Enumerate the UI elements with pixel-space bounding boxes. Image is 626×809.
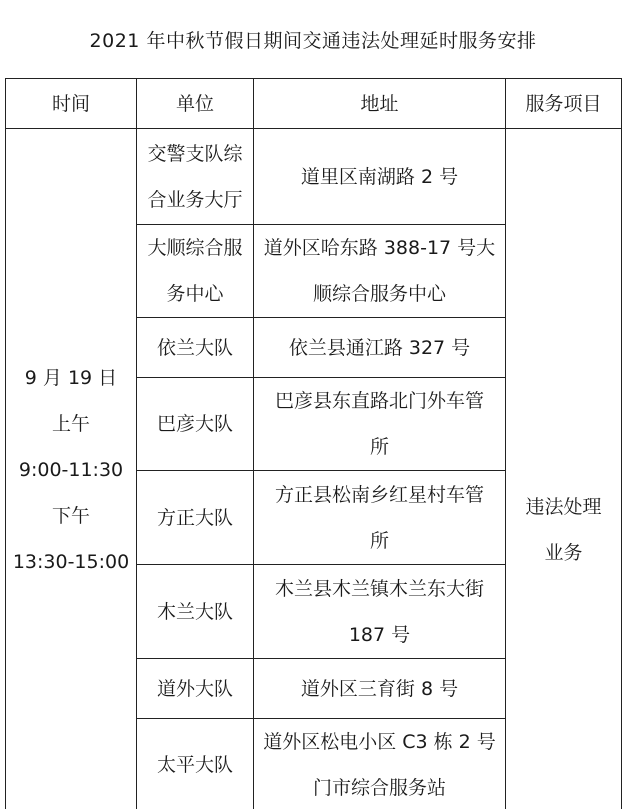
address-line: 所: [369, 436, 389, 458]
table-row: [6, 129, 622, 225]
address-line: 木兰县木兰镇木兰东大街: [274, 577, 484, 600]
service-line: 业务: [544, 542, 583, 564]
address-cell: [254, 565, 506, 659]
service-cell: [506, 129, 622, 809]
time-afternoon-hours: 13:30-15:00: [12, 551, 130, 573]
header-service: 服务项目: [506, 79, 622, 129]
unit-line: 交警支队综: [147, 142, 243, 165]
address-cell: [254, 471, 506, 565]
address-line: 187 号: [348, 623, 411, 646]
page-title: 2021 年中秋节假日期间交通违法处理延时服务安排: [89, 29, 537, 52]
header-row: [6, 79, 622, 129]
unit-cell: [137, 378, 254, 471]
unit-line: 木兰大队: [156, 600, 233, 623]
unit-line: 方正大队: [156, 506, 233, 529]
unit-cell: [137, 565, 254, 659]
address-line: 巴彦县东直路北门外车管: [274, 390, 484, 412]
unit-cell: [137, 225, 254, 318]
unit-line: 大顺综合服: [147, 237, 243, 259]
address-line: 道里区南湖路 2 号: [300, 165, 459, 188]
time-date: 9 月 19 日: [24, 367, 118, 389]
address-cell: [254, 719, 506, 809]
service-line: 违法处理: [525, 496, 602, 518]
address-line: 顺综合服务中心: [312, 283, 446, 305]
unit-cell: [137, 471, 254, 565]
header-address: 地址: [254, 79, 506, 129]
time-afternoon-label: 下午: [51, 505, 90, 527]
address-line: 门市综合服务站: [312, 777, 446, 799]
address-cell: [254, 659, 506, 719]
address-cell: [254, 129, 506, 225]
unit-line: 合业务大厅: [147, 188, 243, 211]
unit-cell: [137, 659, 254, 719]
address-line: 所: [369, 529, 389, 552]
address-line: 方正县松南乡红星村车管: [274, 483, 484, 506]
header-unit: 单位: [137, 79, 254, 129]
address-cell: [254, 225, 506, 318]
unit-line: 依兰大队: [156, 336, 233, 359]
time-cell: [6, 129, 137, 809]
unit-line: 道外大队: [156, 677, 233, 700]
address-line: 道外区松电小区 C3 栋 2 号: [263, 731, 496, 753]
schedule-table: [5, 78, 622, 809]
unit-line: 巴彦大队: [156, 413, 233, 435]
unit-line: 务中心: [166, 283, 224, 305]
address-line: 道外区哈东路 388-17 号大: [263, 237, 496, 259]
unit-line: 太平大队: [156, 754, 233, 776]
time-morning-label: 上午: [51, 413, 90, 435]
address-cell: [254, 378, 506, 471]
time-morning-hours: 9:00-11:30: [18, 459, 124, 481]
unit-cell: [137, 719, 254, 809]
address-line: 依兰县通江路 327 号: [288, 336, 471, 359]
address-line: 道外区三育街 8 号: [300, 677, 459, 700]
unit-cell: [137, 129, 254, 225]
address-cell: [254, 318, 506, 378]
unit-cell: [137, 318, 254, 378]
header-time: 时间: [6, 79, 137, 129]
